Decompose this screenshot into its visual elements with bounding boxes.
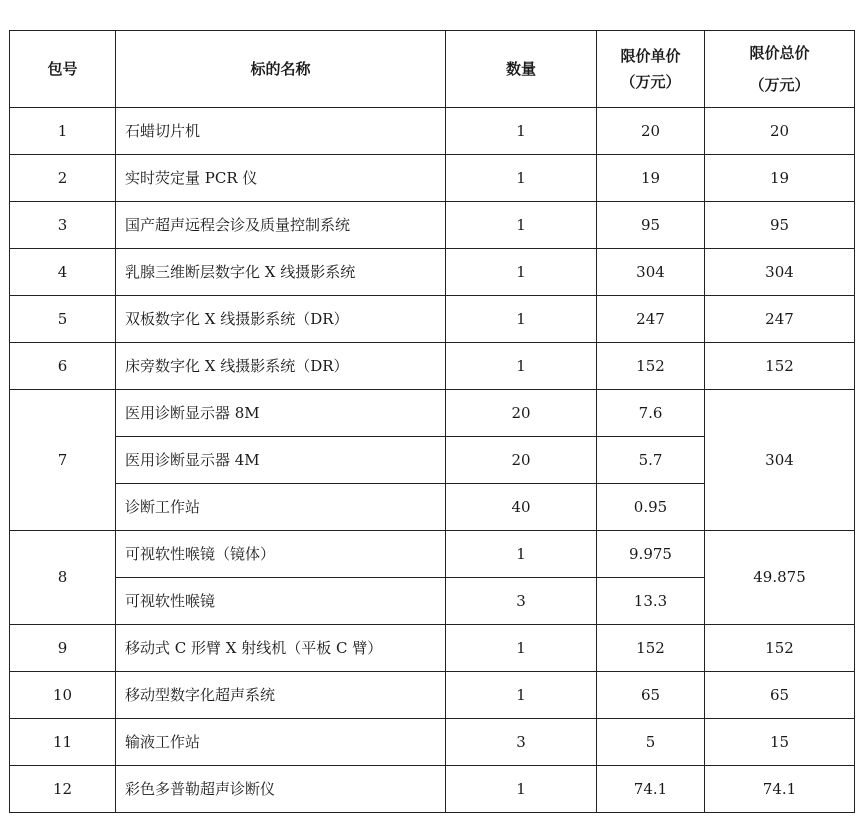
item-name-cell: 输液工作站: [116, 719, 446, 766]
bid-table: [9, 30, 855, 813]
quantity-cell: 3: [446, 578, 597, 625]
unit-price-cell: 5.7: [597, 437, 705, 484]
total-price-cell: 304: [705, 390, 855, 531]
quantity-cell: 1: [446, 155, 597, 202]
total-price-cell: 152: [705, 343, 855, 390]
unit-price-cell: 74.1: [597, 766, 705, 813]
header-total-price-unit: （万元）: [749, 76, 810, 94]
unit-price-cell: 5: [597, 719, 705, 766]
quantity-cell: 1: [446, 202, 597, 249]
header-unit-price: [597, 31, 705, 108]
item-name-cell: 彩色多普勒超声诊断仪: [116, 766, 446, 813]
quantity-cell: 1: [446, 766, 597, 813]
package-number-cell: 11: [10, 719, 116, 766]
package-number-cell: 3: [10, 202, 116, 249]
total-price-cell: 19: [705, 155, 855, 202]
package-number-cell: 7: [10, 390, 116, 531]
unit-price-cell: 0.95: [597, 484, 705, 531]
unit-price-cell: 7.6: [597, 390, 705, 437]
table-row: [10, 108, 855, 155]
quantity-cell: 20: [446, 437, 597, 484]
quantity-cell: 1: [446, 672, 597, 719]
table-header-row: [10, 31, 855, 108]
unit-price-cell: 247: [597, 296, 705, 343]
total-price-cell: 20: [705, 108, 855, 155]
header-unit-price-label: 限价单价: [620, 47, 681, 65]
table-row: [10, 531, 855, 578]
item-name-cell: 国产超声远程会诊及质量控制系统: [116, 202, 446, 249]
unit-price-cell: 152: [597, 343, 705, 390]
item-name-cell: 石蜡切片机: [116, 108, 446, 155]
item-name-cell: 移动型数字化超声系统: [116, 672, 446, 719]
table-row: [10, 155, 855, 202]
package-number-cell: 12: [10, 766, 116, 813]
table-row: [10, 343, 855, 390]
header-total-price-label: 限价总价: [749, 43, 810, 62]
table-row: [10, 296, 855, 343]
item-name-cell: 实时荧定量 PCR 仪: [116, 155, 446, 202]
item-name-cell: 医用诊断显示器 4M: [116, 437, 446, 484]
total-price-cell: 65: [705, 672, 855, 719]
header-unit-price-unit: （万元）: [620, 72, 681, 91]
table-body: [10, 108, 855, 813]
header-total-price: [705, 31, 855, 108]
unit-price-cell: 304: [597, 249, 705, 296]
quantity-cell: 1: [446, 249, 597, 296]
unit-price-cell: 19: [597, 155, 705, 202]
header-item-name: 标的名称: [116, 31, 446, 108]
unit-price-cell: 20: [597, 108, 705, 155]
quantity-cell: 1: [446, 531, 597, 578]
table-row: [10, 202, 855, 249]
item-name-cell: 诊断工作站: [116, 484, 446, 531]
table-row: [10, 719, 855, 766]
item-name-cell: 乳腺三维断层数字化 X 线摄影系统: [116, 249, 446, 296]
table-row: [10, 625, 855, 672]
quantity-cell: 20: [446, 390, 597, 437]
package-number-cell: 8: [10, 531, 116, 625]
quantity-cell: 1: [446, 296, 597, 343]
total-price-cell: 74.1: [705, 766, 855, 813]
package-number-cell: 6: [10, 343, 116, 390]
unit-price-cell: 95: [597, 202, 705, 249]
total-price-cell: 247: [705, 296, 855, 343]
item-name-cell: 双板数字化 X 线摄影系统（DR）: [116, 296, 446, 343]
unit-price-cell: 13.3: [597, 578, 705, 625]
unit-price-cell: 152: [597, 625, 705, 672]
package-number-cell: 4: [10, 249, 116, 296]
item-name-cell: 可视软性喉镜: [116, 578, 446, 625]
table-row: [10, 766, 855, 813]
total-price-cell: 152: [705, 625, 855, 672]
quantity-cell: 40: [446, 484, 597, 531]
table-row: [10, 672, 855, 719]
package-number-cell: 10: [10, 672, 116, 719]
quantity-cell: 3: [446, 719, 597, 766]
item-name-cell: 移动式 C 形臂 X 射线机（平板 C 臂）: [116, 625, 446, 672]
quantity-cell: 1: [446, 343, 597, 390]
item-name-cell: 可视软性喉镜（镜体）: [116, 531, 446, 578]
package-number-cell: 1: [10, 108, 116, 155]
quantity-cell: 1: [446, 625, 597, 672]
package-number-cell: 2: [10, 155, 116, 202]
total-price-cell: 15: [705, 719, 855, 766]
package-number-cell: 9: [10, 625, 116, 672]
table-row: [10, 390, 855, 437]
total-price-cell: 95: [705, 202, 855, 249]
item-name-cell: 床旁数字化 X 线摄影系统（DR）: [116, 343, 446, 390]
header-package-number: 包号: [10, 31, 116, 108]
unit-price-cell: 9.975: [597, 531, 705, 578]
total-price-cell: 49.875: [705, 531, 855, 625]
header-quantity: 数量: [446, 31, 597, 108]
quantity-cell: 1: [446, 108, 597, 155]
item-name-cell: 医用诊断显示器 8M: [116, 390, 446, 437]
unit-price-cell: 65: [597, 672, 705, 719]
package-number-cell: 5: [10, 296, 116, 343]
table-row: [10, 249, 855, 296]
total-price-cell: 304: [705, 249, 855, 296]
